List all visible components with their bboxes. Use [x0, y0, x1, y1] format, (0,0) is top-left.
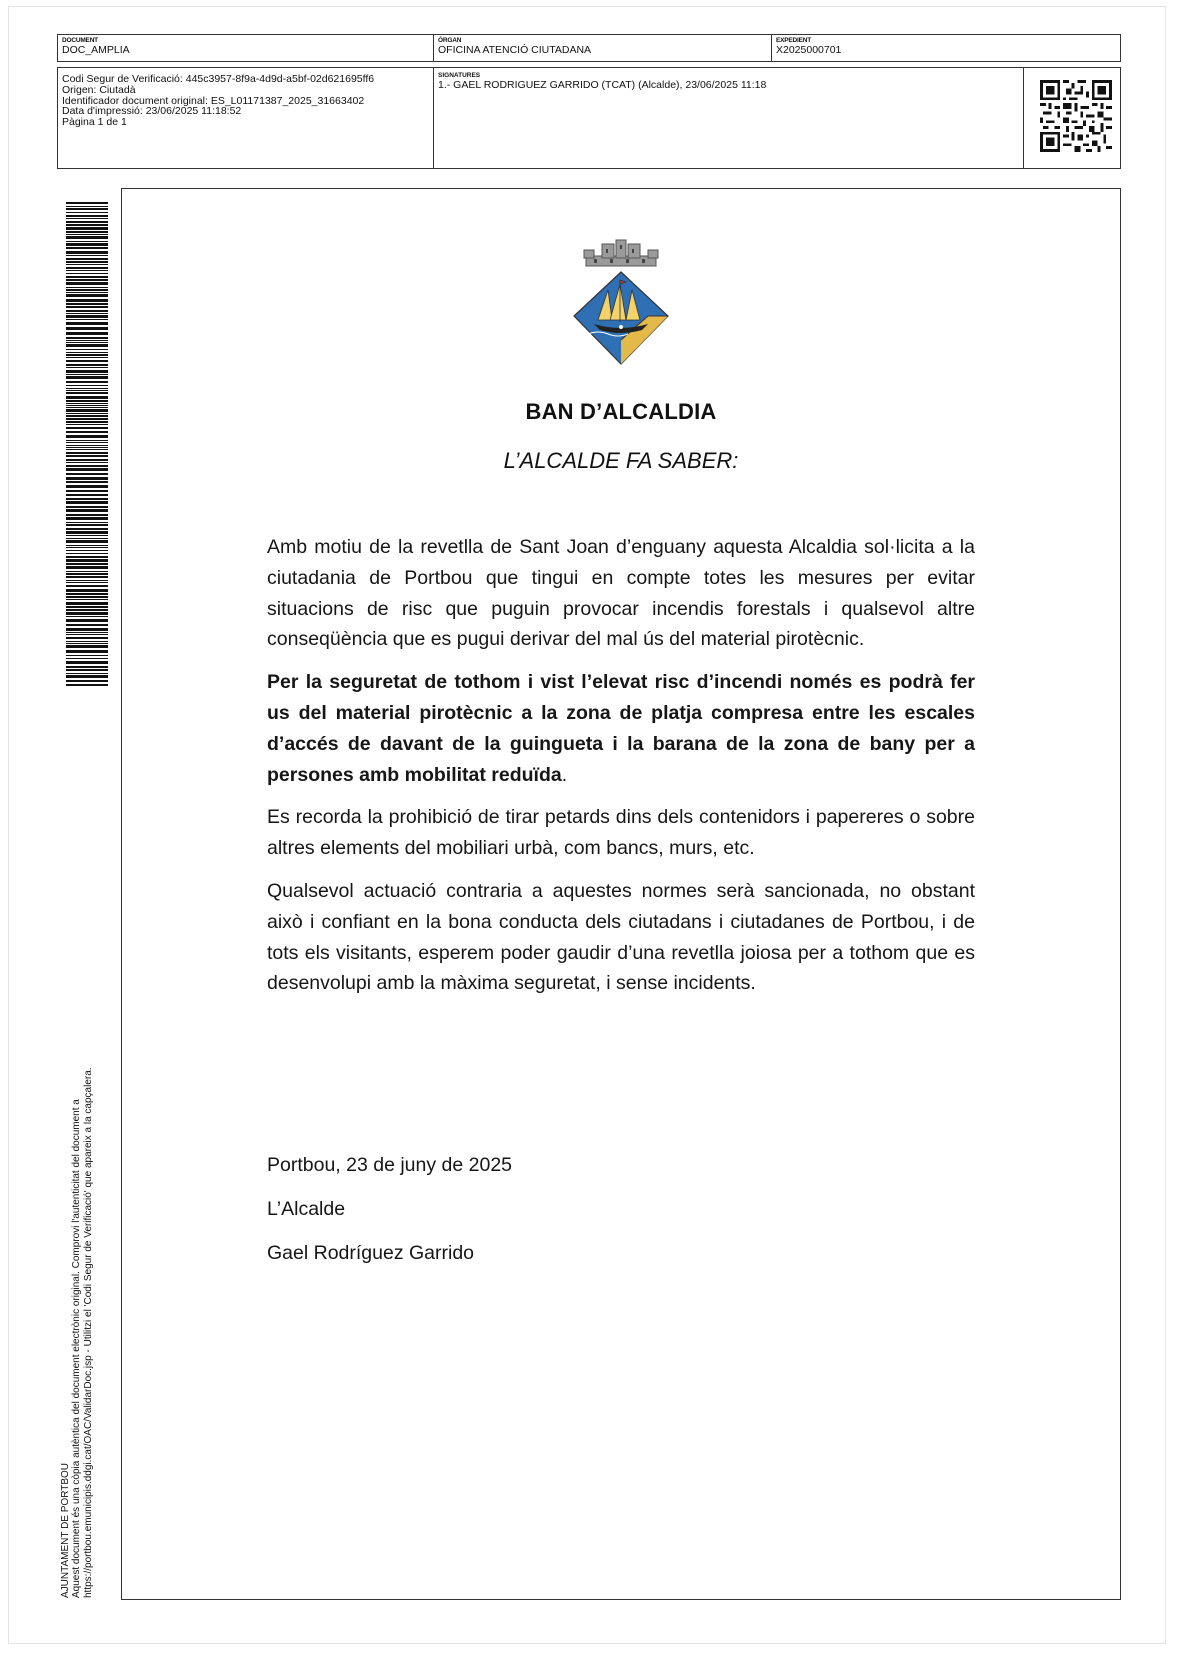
organ-value: OFICINA ATENCIÓ CIUTADANA — [438, 44, 592, 56]
side-legal-note — [60, 958, 94, 1598]
qr-code-icon — [1040, 80, 1112, 152]
page-number: Pàgina 1 de 1 — [62, 116, 127, 129]
signature-block — [267, 1152, 512, 1284]
paragraph-2-end: . — [561, 763, 568, 786]
expedient-value: X2025000701 — [776, 44, 842, 56]
verification-info — [58, 68, 434, 168]
origin: Origen: Ciutadà — [62, 83, 136, 96]
paragraph-2-bold: Per la seguretat de tothom i vist l’elevat risc d’incendi només es podrà fer us del material pirotècnic a la zona de platja compresa entre les escales d’accés de davant de la guingueta i la barana de la zona de bany per a persones amb mobilitat reduïda — [267, 671, 975, 786]
original-identifier: Identificador document original: ES_L01171387_2025_31663402 — [62, 94, 365, 107]
organ-cell — [434, 35, 772, 61]
verification-table — [57, 67, 1121, 169]
expedient-label: EXPEDIENT — [776, 37, 812, 44]
paragraph-2 — [267, 667, 975, 790]
signature-entry: 1.- GAEL RODRIGUEZ GARRIDO (TCAT) (Alcalde), 23/06/2025 11:18 — [438, 79, 767, 91]
paragraph-1: Amb motiu de la revetlla de Sant Joan d’enguany aquesta Alcaldia sol·licita a la ciutadania de Portbou que tingui en compte totes les mesures per evitar situacions de risc que puguin provocar incendis forestals i qualsevol altre conseqüència que es pugui derivar del mal ús del material pirotècnic. — [267, 536, 975, 651]
print-date: Data d'impressió: 23/06/2025 11:18:52 — [62, 105, 242, 118]
signatures-label: SIGNATURES — [438, 72, 481, 79]
notice-subtitle: L’ALCALDE FA SABER: — [503, 448, 739, 473]
document-label: DOCUMENT — [62, 37, 98, 44]
header-table — [57, 34, 1121, 62]
signer-name: Gael Rodríguez Garrido — [267, 1242, 475, 1264]
organ-label: ÒRGAN — [438, 37, 462, 44]
signatures-cell — [434, 68, 1024, 168]
side-note-line1: AJUNTAMENT DE PORTBOU — [60, 1462, 71, 1598]
side-note-line3: https://portbou.emunicipis.ddgi.cat/OAC/ValidarDoc.jsp - Utilitzi el 'Codi Segur de Verificació' que apareix a la capçalera. — [82, 1067, 94, 1598]
document-cell — [58, 35, 434, 61]
paragraph-3: Es recorda la prohibició de tirar petards dins dels contenidors i papereres o sobre altres elements del mobiliari urbà, com bancs, murs, etc. — [267, 806, 975, 860]
side-note-line2: Aquest document és una còpia autèntica del document electrònic original. Comprovi l'autenticitat del document a — [71, 1099, 83, 1598]
qr-cell — [1024, 68, 1120, 168]
expedient-cell — [772, 35, 1120, 61]
paragraph-4: Qualsevol actuació contraria a aquestes normes serà sancionada, no obstant això i confiant en la bona conducta dels ciutadans i ciutadanes de Portbou, i de tots els visitants, esperem poder gaudir d’una revetlla joiosa per a tothom que es desenvolupi amb la màxima seguretat, i sense incidents. — [267, 879, 975, 995]
barcode-icon — [66, 202, 108, 686]
place-date: Portbou, 23 de juny de 2025 — [267, 1154, 513, 1176]
notice-title: BAN D’ALCALDIA — [525, 399, 717, 424]
signer-role: L’Alcalde — [267, 1198, 346, 1220]
notice-body — [267, 532, 975, 1011]
municipal-coat-of-arms-icon — [568, 228, 674, 372]
csv-code: Codi Segur de Verificació: 445c3957-8f9a-4d9d-a5bf-02d621695ff6 — [62, 73, 375, 85]
document-value: DOC_AMPLIA — [62, 44, 130, 56]
